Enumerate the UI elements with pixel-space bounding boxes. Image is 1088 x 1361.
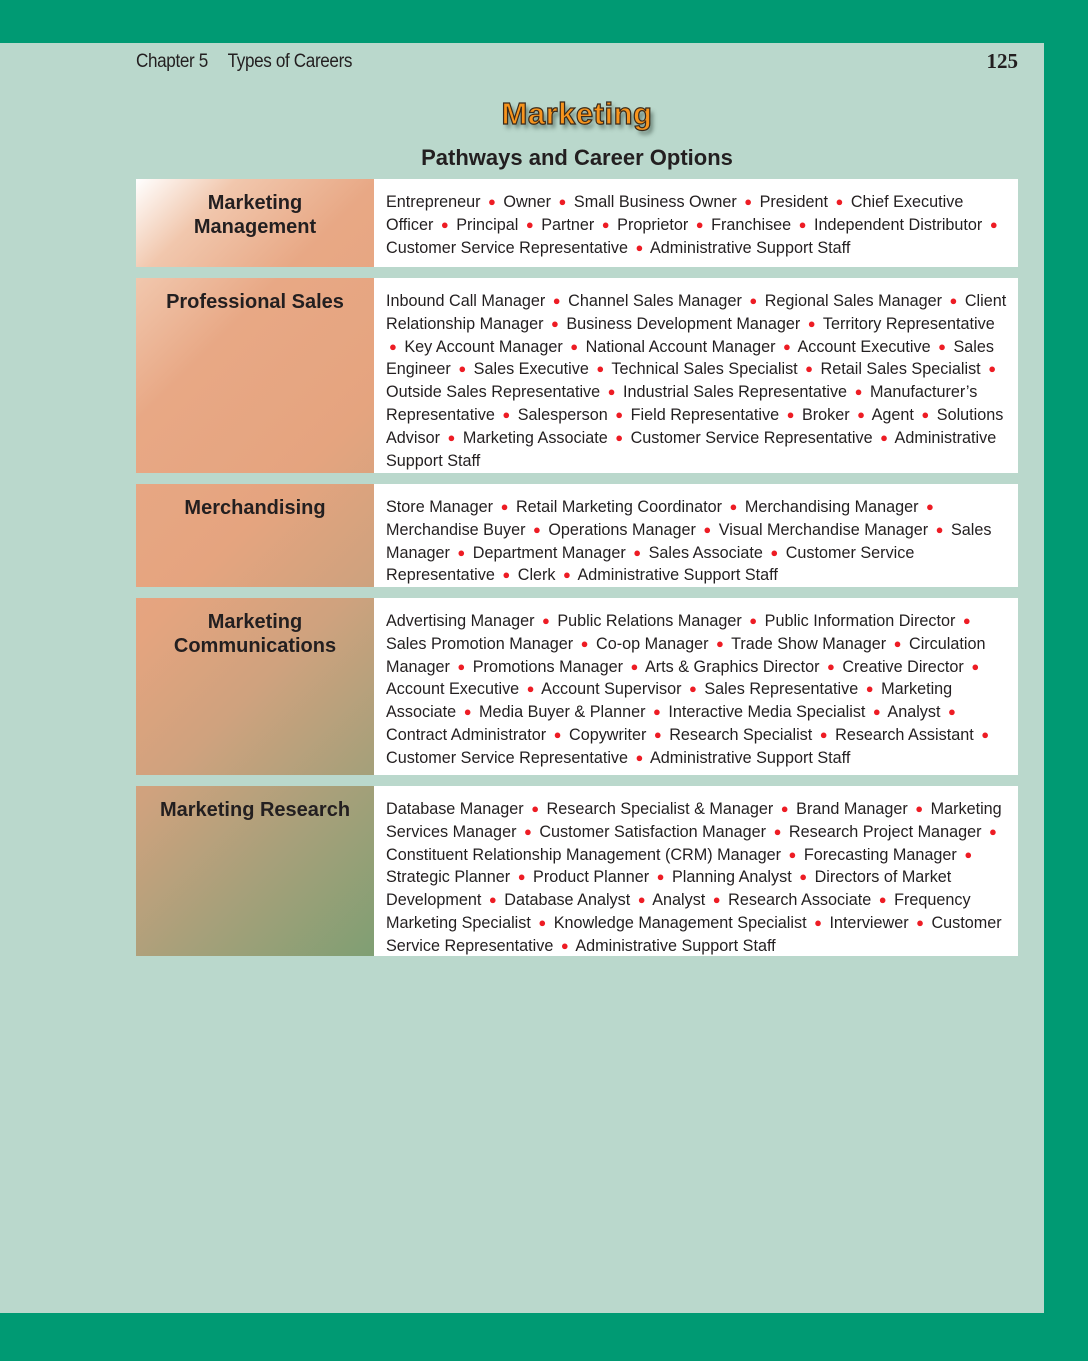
pathway-name-line: Marketing bbox=[207, 192, 303, 214]
career-item: Small Business Owner bbox=[573, 193, 737, 211]
pathway-name bbox=[136, 786, 374, 956]
pathway-row-merchandising bbox=[136, 484, 1018, 587]
bullet-icon: ● bbox=[971, 658, 980, 674]
career-item: Administrative Support Staff bbox=[577, 566, 778, 585]
pathway-row-marketing-research bbox=[136, 786, 1018, 956]
bullet-icon: ● bbox=[457, 658, 466, 674]
bullet-icon: ● bbox=[988, 361, 997, 377]
career-item: Administrative Support Staff bbox=[575, 936, 776, 955]
bullet-icon: ● bbox=[880, 429, 888, 445]
bullet-icon: ● bbox=[814, 914, 822, 930]
career-item: Advertising Manager bbox=[386, 612, 535, 630]
pathway-name bbox=[136, 179, 374, 267]
career-item: Administrative Support Staff bbox=[649, 748, 851, 767]
career-item: Outside Sales Representative bbox=[386, 383, 601, 402]
bullet-icon: ● bbox=[457, 544, 466, 560]
career-item: Product Planner bbox=[533, 868, 650, 887]
career-item: Administrative Support Staff bbox=[649, 238, 851, 257]
page-number: 125 bbox=[986, 49, 1018, 73]
career-item: Directors of Market Development bbox=[386, 868, 952, 910]
bullet-icon: ● bbox=[749, 293, 758, 308]
career-item: Customer Satisfaction Manager bbox=[539, 822, 767, 841]
bullet-icon: ● bbox=[488, 892, 497, 908]
pathway-name-line: Merchandising bbox=[184, 497, 326, 519]
bullet-icon: ● bbox=[921, 406, 930, 422]
career-item: Sales Representative bbox=[704, 680, 859, 699]
career-item: Department Manager bbox=[472, 543, 626, 562]
career-list bbox=[374, 278, 1018, 473]
bullet-icon: ● bbox=[523, 823, 532, 839]
pathways-table bbox=[136, 179, 1018, 956]
pathway-name bbox=[136, 484, 374, 587]
career-item: Knowledge Management Specialist bbox=[553, 913, 807, 932]
career-item: Customer Service Representative bbox=[630, 428, 873, 447]
career-item: Copywriter bbox=[569, 725, 647, 744]
bullet-icon: ● bbox=[596, 361, 605, 377]
bullet-icon: ● bbox=[560, 937, 569, 953]
pathway-name-line: Communications bbox=[173, 635, 337, 657]
bullet-icon: ● bbox=[517, 869, 526, 885]
bullet-icon: ● bbox=[878, 892, 887, 908]
bullet-icon: ● bbox=[805, 361, 814, 377]
bullet-icon: ● bbox=[656, 869, 665, 885]
career-item: Analyst bbox=[887, 703, 941, 722]
bullet-icon: ● bbox=[744, 194, 753, 209]
bullet-icon: ● bbox=[703, 521, 712, 537]
bullet-icon: ● bbox=[550, 315, 559, 331]
career-item: Research Associate bbox=[728, 891, 872, 910]
bullet-icon: ● bbox=[653, 726, 662, 742]
page-title: Marketing bbox=[501, 96, 653, 131]
career-item: Database Analyst bbox=[504, 891, 631, 910]
career-item: Regional Sales Manager bbox=[764, 292, 942, 310]
bullet-icon: ● bbox=[782, 338, 791, 354]
career-list bbox=[374, 484, 1018, 587]
career-item: Planning Analyst bbox=[672, 868, 792, 887]
career-item: Marketing Services Manager bbox=[386, 800, 1002, 841]
pathway-name bbox=[136, 598, 374, 775]
bullet-icon: ● bbox=[637, 892, 646, 908]
page-subtitle: Pathways and Career Options bbox=[421, 145, 733, 170]
pathway-name-line: Management bbox=[193, 216, 317, 238]
career-item: Business Development Manager bbox=[566, 314, 801, 333]
bullet-icon: ● bbox=[538, 914, 547, 930]
career-item: Sales Executive bbox=[473, 360, 589, 379]
career-item: Interviewer bbox=[829, 913, 909, 932]
bullet-icon: ● bbox=[947, 704, 956, 720]
bullet-icon: ● bbox=[580, 635, 589, 651]
bullet-icon: ● bbox=[488, 194, 496, 209]
bullet-icon: ● bbox=[865, 681, 874, 697]
bullet-icon: ● bbox=[447, 429, 456, 445]
bullet-icon: ● bbox=[893, 635, 902, 651]
bullet-icon: ● bbox=[615, 406, 624, 422]
row-divider bbox=[136, 473, 1018, 484]
career-item: Sales Promotion Manager bbox=[386, 634, 574, 653]
career-item: Account Supervisor bbox=[541, 680, 682, 699]
career-item: Solutions Advisor bbox=[386, 405, 1004, 447]
pathway-name-line: Marketing bbox=[207, 611, 303, 633]
bullet-icon: ● bbox=[630, 658, 639, 674]
career-item: Inbound Call Manager bbox=[386, 292, 546, 310]
career-item: Public Relations Manager bbox=[557, 612, 742, 630]
career-item: Owner bbox=[503, 193, 552, 211]
career-item: Strategic Planner bbox=[386, 868, 511, 887]
career-list bbox=[374, 786, 1018, 956]
career-item: Promotions Manager bbox=[472, 657, 624, 676]
career-item: Store Manager bbox=[386, 498, 494, 516]
career-item: Circulation Manager bbox=[386, 634, 986, 676]
bullet-icon: ● bbox=[949, 293, 958, 308]
career-item: Account Executive bbox=[386, 680, 520, 699]
career-item: Customer Service Representative bbox=[386, 543, 915, 585]
bullet-icon: ● bbox=[798, 216, 807, 232]
bullet-icon: ● bbox=[799, 869, 808, 885]
career-item: Channel Sales Manager bbox=[568, 292, 742, 310]
bullet-icon: ● bbox=[716, 635, 724, 651]
career-item: Partner bbox=[541, 215, 595, 234]
bullet-icon: ● bbox=[780, 801, 789, 816]
bullet-icon: ● bbox=[635, 239, 644, 255]
row-divider bbox=[136, 587, 1018, 598]
bullet-icon: ● bbox=[653, 704, 661, 720]
career-item: Research Project Manager bbox=[788, 822, 982, 841]
career-item: Co-op Manager bbox=[596, 634, 709, 653]
career-item: Retail Marketing Coordinator bbox=[515, 498, 722, 516]
career-item: President bbox=[759, 193, 828, 211]
career-item: Agent bbox=[871, 405, 914, 424]
career-item: Interactive Media Specialist bbox=[668, 703, 866, 722]
pathway-name-line: Professional Sales bbox=[166, 291, 344, 313]
row-divider bbox=[136, 267, 1018, 278]
career-item: Analyst bbox=[652, 891, 706, 910]
career-item: Customer Service Representative bbox=[386, 238, 629, 257]
bullet-icon: ● bbox=[440, 216, 449, 232]
bullet-icon: ● bbox=[770, 544, 779, 560]
career-item: Chief Executive Officer bbox=[386, 193, 964, 234]
bullet-icon: ● bbox=[915, 801, 924, 816]
career-item: Brand Manager bbox=[796, 800, 908, 818]
bullet-icon: ● bbox=[989, 216, 998, 232]
bullet-icon: ● bbox=[854, 384, 863, 400]
bullet-icon: ● bbox=[695, 216, 704, 232]
bullet-icon: ● bbox=[552, 293, 561, 308]
bullet-icon: ● bbox=[601, 216, 610, 232]
career-item: Franchisee bbox=[711, 215, 792, 234]
bullet-icon: ● bbox=[463, 704, 472, 720]
career-item: Research Specialist bbox=[669, 725, 813, 744]
bullet-icon: ● bbox=[807, 315, 816, 331]
career-item: Clerk bbox=[517, 566, 556, 585]
career-item: Sales Engineer bbox=[386, 337, 994, 379]
career-item: Salesperson bbox=[517, 405, 608, 424]
bullet-icon: ● bbox=[988, 823, 997, 839]
row-divider bbox=[136, 775, 1018, 786]
bullet-icon: ● bbox=[962, 613, 971, 628]
career-item: Territory Representative bbox=[822, 314, 995, 333]
bullet-icon: ● bbox=[500, 499, 509, 514]
bullet-icon: ● bbox=[857, 406, 865, 422]
career-item: Broker bbox=[801, 405, 850, 424]
chapter-title: Types of Careers bbox=[227, 51, 353, 72]
bullet-icon: ● bbox=[541, 613, 550, 628]
career-item: Forecasting Manager bbox=[803, 845, 957, 864]
bullet-icon: ● bbox=[981, 726, 990, 742]
pathway-row-professional-sales bbox=[136, 278, 1018, 473]
career-item: Industrial Sales Representative bbox=[623, 383, 848, 402]
career-item: Administrative Support Staff bbox=[386, 428, 997, 470]
bullet-icon: ● bbox=[502, 567, 511, 583]
career-item: Frequency Marketing Specialist bbox=[386, 891, 971, 932]
career-item: Constituent Relationship Management (CRM) Manager bbox=[386, 845, 781, 864]
bullet-icon: ● bbox=[615, 429, 624, 445]
career-item: Entrepreneur bbox=[386, 193, 481, 211]
career-item: Technical Sales Specialist bbox=[611, 360, 798, 379]
bullet-icon: ● bbox=[633, 544, 642, 560]
running-head bbox=[136, 51, 352, 73]
career-item: Sales Associate bbox=[648, 543, 763, 562]
bullet-icon: ● bbox=[827, 658, 835, 674]
pathway-row-marketing-management bbox=[136, 179, 1018, 267]
bullet-icon: ● bbox=[835, 194, 844, 209]
career-list bbox=[374, 179, 1018, 267]
career-item: Research Specialist & Manager bbox=[546, 800, 774, 818]
bullet-icon: ● bbox=[389, 338, 397, 354]
career-item: Account Executive bbox=[797, 337, 931, 356]
bullet-icon: ● bbox=[926, 499, 934, 514]
bullet-icon: ● bbox=[749, 613, 758, 628]
career-item: Proprietor bbox=[617, 215, 689, 234]
page bbox=[0, 43, 1044, 1313]
career-item: Manufacturer’s Representative bbox=[386, 383, 978, 424]
bullet-icon: ● bbox=[570, 338, 579, 354]
career-item: Media Buyer & Planner bbox=[479, 703, 646, 722]
bullet-icon: ● bbox=[607, 384, 616, 400]
career-item: Retail Sales Specialist bbox=[820, 360, 981, 379]
bullet-icon: ● bbox=[635, 749, 644, 765]
bullet-icon: ● bbox=[532, 521, 541, 537]
career-item: Merchandising Manager bbox=[744, 498, 919, 516]
career-item: Independent Distributor bbox=[814, 215, 983, 234]
career-item: Key Account Manager bbox=[404, 337, 563, 356]
bullet-icon: ● bbox=[729, 499, 738, 514]
career-item: Contract Administrator bbox=[386, 725, 547, 744]
career-item: Merchandise Buyer bbox=[386, 520, 526, 539]
bullet-icon: ● bbox=[526, 681, 535, 697]
career-item: Customer Service Representative bbox=[386, 913, 1002, 955]
career-item: Marketing Associate bbox=[386, 680, 953, 722]
bullet-icon: ● bbox=[502, 406, 511, 422]
bullet-icon: ● bbox=[935, 521, 944, 537]
bullet-icon: ● bbox=[872, 704, 881, 720]
career-item: Visual Merchandise Manager bbox=[718, 520, 929, 539]
bullet-icon: ● bbox=[689, 681, 697, 697]
bullet-icon: ● bbox=[553, 726, 562, 742]
bullet-icon: ● bbox=[563, 567, 571, 583]
bullet-icon: ● bbox=[819, 726, 828, 742]
career-list bbox=[374, 598, 1018, 775]
career-item: Marketing Associate bbox=[462, 428, 608, 447]
bullet-icon: ● bbox=[525, 216, 534, 232]
pathway-row-marketing-communications bbox=[136, 598, 1018, 775]
career-item: Operations Manager bbox=[548, 520, 696, 539]
bullet-icon: ● bbox=[938, 338, 946, 354]
pathway-name-line: Marketing Research bbox=[159, 799, 351, 821]
career-item: Database Manager bbox=[386, 800, 524, 818]
bullet-icon: ● bbox=[788, 846, 797, 862]
bullet-icon: ● bbox=[712, 892, 721, 908]
bullet-icon: ● bbox=[458, 361, 467, 377]
career-item: Creative Director bbox=[842, 657, 964, 676]
career-item: Trade Show Manager bbox=[731, 634, 887, 653]
career-item: Arts & Graphics Director bbox=[644, 657, 820, 676]
career-item: Field Representative bbox=[630, 405, 780, 424]
bullet-icon: ● bbox=[916, 914, 924, 930]
career-item: Sales Manager bbox=[386, 520, 992, 562]
career-item: Customer Service Representative bbox=[386, 748, 629, 767]
bullet-icon: ● bbox=[786, 406, 795, 422]
career-item: Principal bbox=[456, 215, 519, 234]
career-item: Public Information Director bbox=[764, 612, 956, 630]
chapter-label: Chapter 5 bbox=[136, 51, 208, 72]
bullet-icon: ● bbox=[773, 823, 782, 839]
bullet-icon: ● bbox=[558, 194, 567, 209]
pathway-name bbox=[136, 278, 374, 473]
career-item: Client Relationship Manager bbox=[386, 292, 1007, 333]
bullet-icon: ● bbox=[531, 801, 540, 816]
career-item: Research Assistant bbox=[835, 725, 974, 744]
career-item: National Account Manager bbox=[585, 337, 776, 356]
bullet-icon: ● bbox=[964, 846, 973, 862]
